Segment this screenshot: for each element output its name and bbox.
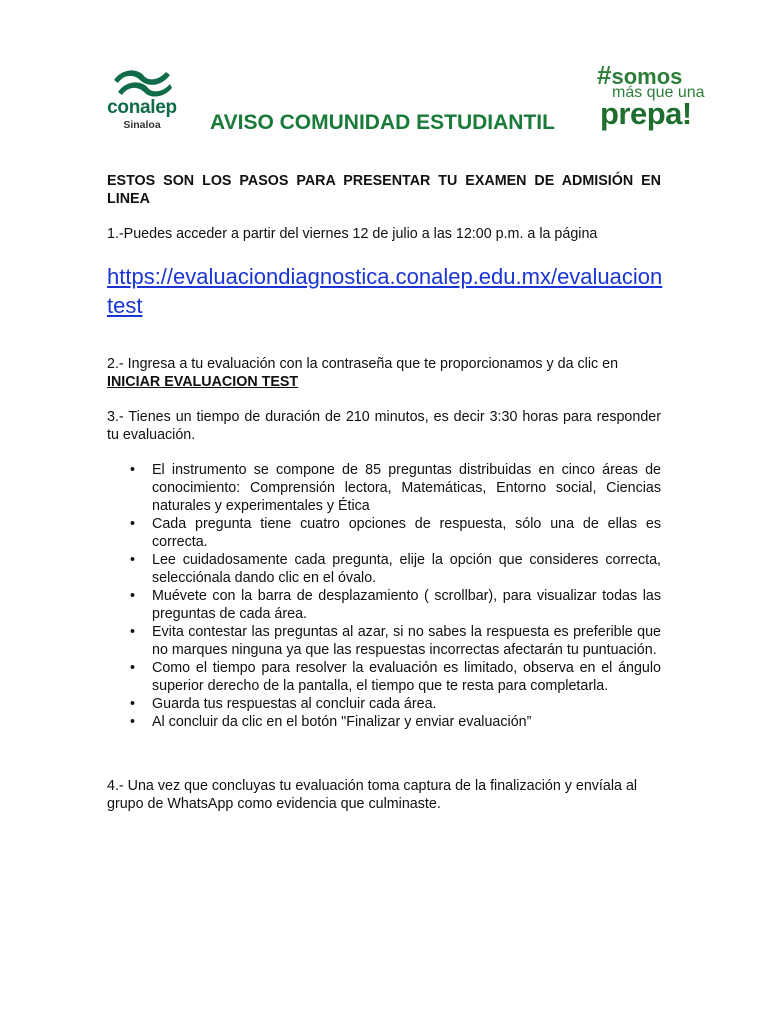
- bullet-symbol: •: [130, 624, 136, 640]
- list-item: [107, 713, 661, 731]
- evaluation-link[interactable]: [107, 262, 667, 320]
- step-2: [107, 355, 661, 391]
- conalep-emblem-icon: [108, 66, 176, 98]
- evaluation-link-part2: test: [107, 293, 143, 318]
- instructions-heading: ESTOS SON LOS PASOS PARA PRESENTAR TU EXAMEN DE ADMISIÓN EN LINEA: [107, 173, 661, 207]
- bullet-symbol: •: [130, 660, 136, 676]
- list-item-text: Lee cuidadosamente cada pregunta, elije la opción que consideres correcta, selecciónala dando clic en el óvalo.: [152, 552, 661, 586]
- list-item-text: Guarda tus respuestas al concluir cada área.: [152, 696, 437, 712]
- conalep-logo: [92, 66, 192, 136]
- logo-right-somos: somos: [611, 64, 683, 89]
- bullet-symbol: •: [130, 462, 136, 478]
- list-item: [107, 587, 661, 623]
- bullet-symbol: •: [130, 714, 136, 730]
- list-item-text: El instrumento se compone de 85 preguntas distribuidas en cinco áreas de conocimiento: Comprensión lectora, Matemáticas, Entorno social, Ciencias naturales y experimentales y Ética: [152, 462, 661, 514]
- list-item-text: Muévete con la barra de desplazamiento ( scrollbar), para visualizar todas las preguntas de cada área.: [152, 588, 661, 622]
- evaluation-link-part1: https://evaluaciondiagnostica.conalep.edu.mx/evaluacion: [107, 264, 663, 289]
- list-item-text: Evita contestar las preguntas al azar, si no sabes la respuesta es preferible que no marques ninguna ya que las respuestas incorrectas afectarán tu puntuación.: [152, 624, 661, 658]
- logo-right-line2: más que una: [612, 84, 705, 101]
- list-item: [107, 461, 661, 515]
- list-item-text: Al concluir da clic en el botón "Finalizar y enviar evaluación”: [152, 714, 532, 730]
- bullet-symbol: •: [130, 588, 136, 604]
- bullet-symbol: •: [130, 516, 136, 532]
- conalep-region: Sinaloa: [123, 119, 161, 131]
- page-title: AVISO COMUNIDAD ESTUDIANTIL: [210, 111, 555, 134]
- list-item-text: Como el tiempo para resolver la evaluación es limitado, observa en el ángulo superior derecho de la pantalla, el tiempo que te resta para completarla.: [152, 660, 661, 694]
- somos-mas-que-una-prepa-logo: [597, 60, 717, 132]
- conalep-wordmark: conalep: [107, 97, 177, 118]
- list-item: [107, 695, 661, 713]
- hash-symbol: #: [597, 60, 612, 90]
- bullet-symbol: •: [130, 552, 136, 568]
- logo-right-line3: prepa!: [600, 96, 692, 131]
- exam-rules-list: [107, 461, 661, 731]
- list-item: [107, 623, 661, 659]
- list-item-text: Cada pregunta tiene cuatro opciones de respuesta, sólo una de ellas es correcta.: [152, 516, 661, 550]
- list-item: [107, 515, 661, 551]
- list-item: [107, 659, 661, 695]
- list-item: [107, 551, 661, 587]
- bullet-symbol: •: [130, 696, 136, 712]
- step-3: 3.- Tienes un tiempo de duración de 210 minutos, es decir 3:30 horas para responder tu evaluación.: [107, 409, 661, 443]
- step-4: 4.- Una vez que concluyas tu evaluación toma captura de la finalización y envíala al grupo de WhatsApp como evidencia que culminaste.: [107, 778, 638, 812]
- step-2-action: INICIAR EVALUACION TEST: [107, 374, 299, 390]
- step-2-text: 2.- Ingresa a tu evaluación con la contraseña que te proporcionamos y da clic en: [107, 356, 619, 372]
- step-1: 1.-Puedes acceder a partir del viernes 12 de julio a las 12:00 p.m. a la página: [107, 226, 598, 242]
